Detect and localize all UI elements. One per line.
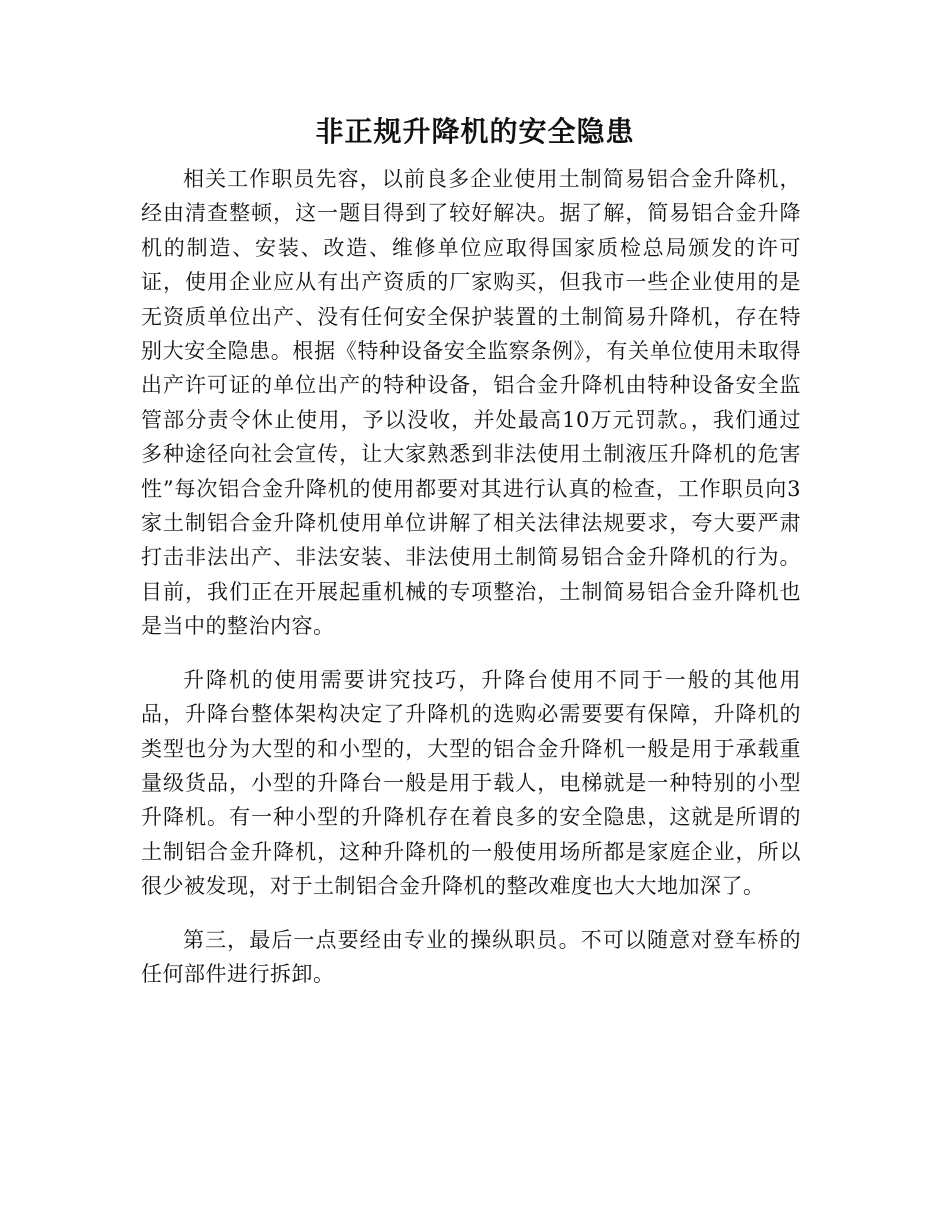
paragraph-3: 第三，最后一点要经由专业的操纵职员。不可以随意对登车桥的任何部件进行拆卸。 [141, 927, 801, 986]
document-title: 非正规升降机的安全隐患 [315, 115, 635, 148]
document-body [141, 162, 801, 991]
paragraph-2: 升降机的使用需要讲究技巧，升降台使用不同于一般的其他用品，升降台整体架构决定了升降机的选购必需要要有保障，升降机的类型也分为大型的和小型的，大型的铝合金升降机一般是用于承载重量级货品，小型的升降台一般是用于载人，电梯就是一种特别的小型升降机。有一种小型的升降机存在着良多的安全隐患，这就是所谓的土制铝合金升降机，这种升降机的一般使用场所都是家庭企业，所以很少被发现，对于土制铝合金升降机的整改难度也大大地加深了。 [141, 667, 801, 899]
paragraph-1: 相关工作职员先容，以前良多企业使用土制简易铝合金升降机，经由清查整顿，这一题目得到了较好解决。据了解，简易铝合金升降机的制造、安装、改造、维修单位应取得国家质检总局颁发的许可证，使用企业应从有出产资质的厂家购买，但我市一些企业使用的是无资质单位出产、没有任何安全保护装置的土制简易升降机，存在特别大安全隐患。根据《特种设备安全监察条例》，有关单位使用未取得出产许可证的单位出产的特种设备，铝合金升降机由特种设备安全监管部分责令休止使用，予以没收，并处最高10万元罚款。，我们通过多种途径向社会宣传，让大家熟悉到非法使用土制液压升降机的危害性”每次铝合金升降机的使用都要对其进行认真的检查，工作职员向3家土制铝合金升降机使用单位讲解了相关法律法规要求，夸大要严肃打击非法出产、非法安装、非法使用土制简易铝合金升降机的行为。目前，我们正在开展起重机械的专项整治，土制简易铝合金升降机也是当中的整治内容。 [141, 167, 801, 639]
